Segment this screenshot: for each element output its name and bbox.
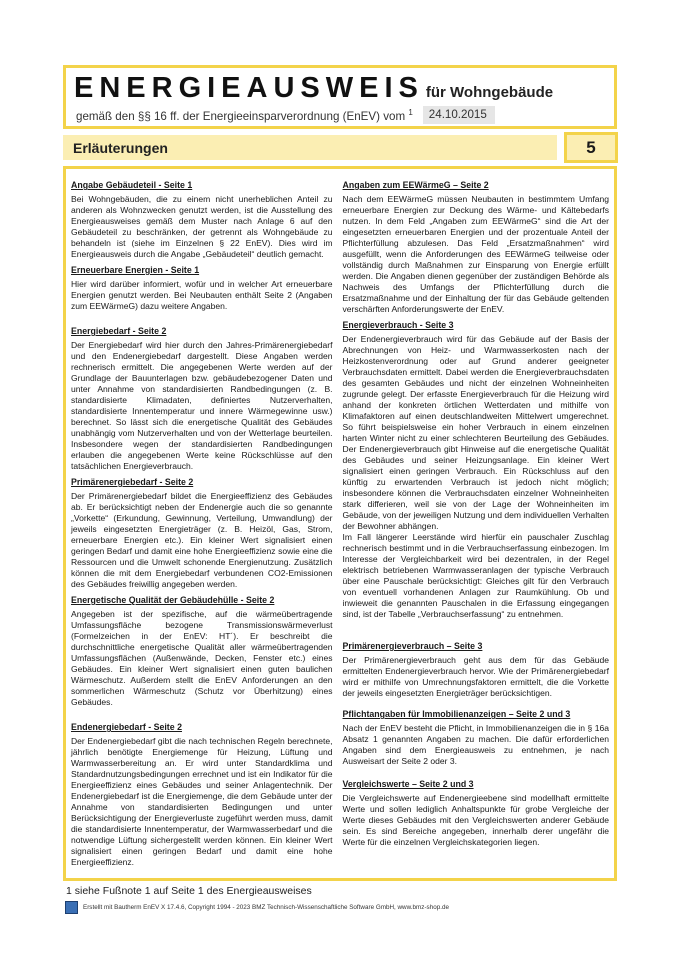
heading-erneuerbare-energien: Erneuerbare Energien - Seite 1 [71, 265, 200, 275]
heading-primaerenergiebedarf: Primärenergiebedarf - Seite 2 [71, 477, 194, 487]
text-erneuerbare-energien: Hier wird darüber informiert, wofür und in welcher Art erneuerbare Energien genutzt werden. Bei Neubauten enthält Seite 2 (Angaben zum EEWärmeG) dazu weitere Angaben. [71, 279, 333, 311]
heading-eewaermeg: Angaben zum EEWärmeG – Seite 2 [342, 180, 489, 190]
heading-energieverbrauch: Energieverbrauch - Seite 3 [342, 320, 454, 330]
heading-vergleichswerte: Vergleichswerte – Seite 2 und 3 [342, 779, 474, 789]
issue-date-field: 24.10.2015 [423, 106, 495, 124]
heading-endenergiebedarf: Endenergiebedarf - Seite 2 [71, 722, 182, 732]
heading-pflichtangaben: Pflichtangaben für Immobilienanzeigen – Seite 2 und 3 [342, 709, 571, 719]
explanations-box [63, 166, 617, 881]
heading-energiebedarf: Energiebedarf - Seite 2 [71, 326, 167, 336]
text-gebaeudeteil: Bei Wohngebäuden, die zu einem nicht unerheblichen Anteil zu anderen als Wohnzwecken genutzt werden, ist die Ausstellung des Energieausweises gemäß dem Muster nach Anlage 6 auf den Gebäudeteil zu beschränken, der getrennt als Wohngebäude zu behandeln ist (siehe im Einzelnen § 22 EnEV). Dies wird im Energieausweis durch die Angabe „Gebäudeteil“ deutlich gemacht. [71, 194, 333, 259]
right-column [343, 179, 609, 872]
page-footer [63, 884, 617, 914]
footnote-marker: 1 [408, 108, 413, 117]
text-endenergiebedarf: Der Endenergiebedarf gibt die nach technischen Regeln berechnete, jährlich benötigte Energiemenge für Heizung, Lüftung und Warmwasserbereitung an. Er wird unter Standardklima und Standardnutzungsbedingungen errechnet und ist ein Indikator für die Energieeffizienz eines Gebäudes und seiner Anlagentechnik. Der Endenergiebedarf ist die Energiemenge, die dem Gebäude unter der Annahme von standardisierten Bedingungen und unter Berücksichtigung der Energieverluste zugeführt werden muss, damit die standardisierte Innentemperatur, der Warmwasserbedarf und die notwendige Lüftung sichergestellt werden können. Ein kleiner Wert signalisiert einen geringen Bedarf und damit eine hohe Energieeffizienz. [71, 736, 333, 867]
text-gebaeudehuelle: Angegeben ist der spezifische, auf die wärmeübertragende Umfassungsfläche bezogene Transmissionswärmeverlust (Formelzeichen in der EnEV: HT´). Er beschreibt die durchschnittliche energetische Qualität aller wärmeübertragenden Umfassungsflächen (Außenwände, Decken, Fenster etc.) eines Gebäudes. Ein kleiner Wert signalisiert einen guten baulichen Wärmeschutz. Außerdem stellt die EnEV Anforderungen an den sommerlichen Wärmeschutz (Schutz vor Überhitzung) eines Gebäudes. [71, 609, 333, 707]
footnote: 1 siehe Fußnote 1 auf Seite 1 des Energieausweises [66, 885, 312, 897]
section-title: Erläuterungen [73, 140, 168, 156]
text-energiebedarf: Der Energiebedarf wird hier durch den Jahres-Primärenergiebedarf und den Endenergiebedarf dargestellt. Diese Angaben werden rechnerisch ermittelt. Die angegebenen Werte werden auf der Grundlage der Bauunterlagen bzw. gebäudebezogener Daten und unter Annahme von standardisierten Randbedingungen (z. B. standardisierte Klimadaten, definiertes Nutzerverhalten, standardisierte Innentemperatur und innere Wärmegewinne usw.) berechnet. So lässt sich die energetische Qualität des Gebäudes unabhängig vom Nutzerverhalten und von der Wetterlage beurteilen. Insbesondere wegen der standardisierten Randbedingungen erlauben die angegebenen Werte keine Rückschlüsse auf den tatsächlichen Energieverbrauch. [71, 340, 333, 471]
software-credit: Erstellt mit Bautherm EnEV X 17.4.6, Copyright 1994 - 2023 BMZ Technisch-Wissenschaftliche Software GmbH, www.bmz-shop.de [83, 903, 449, 911]
text-energieverbrauch: Der Endenergieverbrauch wird für das Gebäude auf der Basis der Abrechnungen von Heiz- und Warmwasserkosten nach der Heizkostenverordnung oder auf Grund anderer geeigneter Verbrauchsdaten ermittelt. Dabei werden die Energieverbrauchsdaten des gesamten Gebäudes und nicht der einzelnen Wohneinheiten zugrunde gelegt. Der erfasste Energieverbrauch für die Heizung wird anhand der konkreten örtlichen Wetterdaten und mithilfe von Klimafaktoren auf einen deutschlandweiten Mittelwert umgerechnet. So führt beispielsweise ein hoher Verbrauch in einem einzelnen harten Winter nicht zu einer schlechteren Beurteilung des Gebäudes. Der Endenergieverbrauch gibt Hinweise auf die energetische Qualität des Gebäudes und seiner Heizungsanlage. Ein kleiner Wert signalisiert einen geringen Verbrauch. Ein Rückschluss auf den künftig zu erwartenden Verbrauch ist jedoch nicht möglich; insbesondere können die Verbrauchsdaten einzelner Wohneinheiten stark differieren, weil sie von der Lage der Wohneinheiten im Gebäude, von der jeweiligen Nutzung und dem individuellen Verhalten der Bewohner abhängen. [342, 334, 609, 531]
text-primaerenergieverbrauch: Der Primärenergieverbrauch geht aus dem für das Gebäude ermittelten Endenergieverbrauch hervor. Wie der Primärenergiebedarf wird er mithilfe von Umrechnungsfaktoren ermittelt, die die Vorkette der jeweils eingesetzten Energieträger berücksichtigen. [342, 655, 609, 698]
software-logo-icon [65, 901, 78, 914]
credit-row [63, 901, 617, 914]
page-number: 5 [564, 132, 618, 163]
heading-gebaeudehuelle: Energetische Qualität der Gebäudehülle - Seite 2 [71, 595, 275, 605]
document-title: ENERGIEAUSWEIS [74, 72, 424, 104]
text-vergleichswerte: Die Vergleichswerte auf Endenergieebene sind modellhaft ermittelte Werte und sollen lediglich Anhaltspunkte für grobe Vergleiche der Werte dieses Gebäudes mit den Vergleichswerten anderer Gebäude sein. Es sind Bereiche angegeben, innerhalb derer ungefähr die Werte für die einzelnen Vergleichskategorien liegen. [342, 793, 609, 847]
text-primaerenergiebedarf: Der Primärenergiebedarf bildet die Energieeffizienz des Gebäudes ab. Er berücksichtigt neben der Endenergie auch die so genannte „Vorkette“ (Erkundung, Gewinnung, Verteilung, Umwandlung) der jeweils eingesetzten Energieträger (z. B. Heizöl, Gas, Strom, erneuerbare Energien etc.). Ein kleiner Wert signalisiert einen geringen Bedarf und damit eine hohe Energieeffizienz sowie eine die Ressourcen und die Umwelt schonende Energienutzung. Zusätzlich können die mit dem Energiebedarf verbundenen CO2-Emissionen des Gebäudes freiwillig angegeben werden. [71, 491, 333, 589]
text-energieverbrauch-leerstand: Im Fall längerer Leerstände wird hierfür ein pauschaler Zuschlag rechnerisch bestimmt und in die Verbrauchserfassung einbezogen. Im Interesse der Vergleichbarkeit wird bei dezentralen, in der Regel elektrisch betriebenen Warmwasseranlagen der typische Verbrauch über eine Pauschale berücksichtigt: Gleiches gilt für den Verbrauch von eventuell vorhandenen Anlagen zur Raumkühlung. Ob und inwieweit die genannten Pauschalen in die Erfassung eingegangen sind, ist der Tabelle „Verbrauchserfassung“ zu entnehmen. [342, 532, 609, 619]
heading-primaerenergieverbrauch: Primärenergieverbrauch – Seite 3 [342, 641, 483, 651]
page-body [63, 0, 617, 914]
text-eewaermeg: Nach dem EEWärmeG müssen Neubauten in bestimmtem Umfang erneuerbare Energien zur Deckung des Wärme- und Kältebedarfs nutzen. In dem Feld „Angaben zum EEWärmeG“ sind die Art der eingesetzten erneuerbaren Energien und der prozentuale Anteil der Pflichterfüllung abzulesen. Das Feld „Ersatzmaßnahmen“ wird ausgefüllt, wenn die Anforderungen des EEWärmeG teilweise oder vollständig durch Maßnahmen zur Einsparung von Energie erfüllt werden. Die Angaben dienen gegenüber der zuständigen Behörde als Nachweis des Umfangs der Pflichterfüllung durch die Ersatzmaßnahme und der Einhaltung der für das Gebäude geltenden verschärften Anforderungswerte der EnEV. [342, 194, 609, 314]
text-pflichtangaben: Nach der EnEV besteht die Pflicht, in Immobilienanzeigen die in § 16a Absatz 1 genannten Angaben zu machen. Die dafür erforderlichen Angaben sind dem Energieausweis zu entnehmen, je nach Ausweisart der Seite 2 oder 3. [342, 723, 609, 766]
heading-gebaeudeteil: Angabe Gebäudeteil - Seite 1 [71, 180, 193, 190]
document-title-suffix: für Wohngebäude [425, 84, 554, 101]
subtitle-text: gemäß den §§ 16 ff. der Energieeinsparverordnung (EnEV) vom [76, 109, 406, 123]
left-column [71, 179, 333, 872]
